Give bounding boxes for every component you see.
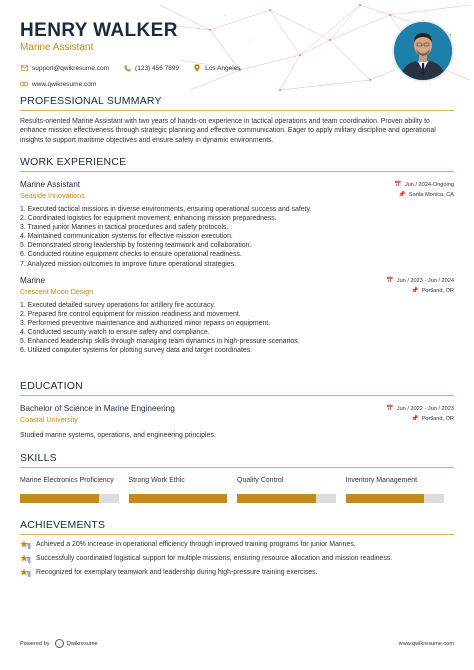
award-star-icon (20, 568, 31, 577)
education-meta (386, 404, 454, 424)
calendar-icon: 📅 (394, 182, 402, 188)
skill-bar (20, 494, 119, 503)
job-bullet: 4. Maintained communication systems for effective mission execution. (20, 233, 233, 241)
location-text: Los Angeles (205, 64, 241, 72)
job-bullet: 1. Executed detailed survey operations for artillery fire accuracy. (20, 301, 216, 309)
contact-phone[interactable] (123, 64, 179, 72)
skill-bar (129, 494, 228, 503)
skill-level-fill (20, 494, 99, 503)
candidate-name: HENRY WALKER (20, 20, 178, 41)
contact-row-2 (20, 79, 380, 89)
summary-heading: PROFESSIONAL SUMMARY (20, 95, 162, 107)
job-meta (386, 276, 454, 296)
education-heading: EDUCATION (20, 380, 83, 392)
education-location: Portland, OR (421, 416, 454, 422)
achievement-item (20, 568, 454, 577)
page-footer (20, 639, 454, 648)
skill-item (346, 476, 445, 503)
achievement-item (20, 540, 454, 549)
job-bullet: 1. Executed tactical missions in diverse environments, ensuring operational success and safety. (20, 206, 312, 213)
skill-level-fill (346, 494, 425, 503)
candidate-title: Marine Assistant (20, 42, 94, 53)
mail-icon (20, 64, 28, 72)
calendar-icon: 📅 (386, 406, 394, 412)
job-bullet: 2. Prepared fire control equipment for mission readiness and movement. (20, 310, 241, 318)
location-pin-icon (193, 64, 201, 72)
job-title: Marine Assistant (20, 180, 81, 189)
job-bullets (20, 205, 454, 269)
job-bullet: 6. Utilized computer systems for plotting survey data and target coordinates. (20, 347, 253, 355)
job-company: Crescent Moon Design (20, 286, 94, 296)
job-dates: Jun / 2023 - Jun / 2024 (396, 277, 454, 284)
contact-row (20, 63, 380, 73)
skill-bar (346, 494, 445, 503)
experience-heading: WORK EXPERIENCE (20, 156, 127, 168)
skill-item (237, 476, 336, 503)
job-location: Portland, OR (421, 287, 454, 294)
education-description: Studied marine systems, operations, and engineering principles. (20, 432, 216, 439)
job-bullet: 3. Performed preventive maintenance and authorized minor repairs on equipment. (20, 319, 271, 327)
achievement-text: Successfully coordinated logistical support for multiple missions, ensuring resource allocation and mission readiness. (36, 555, 393, 562)
email-text: support@qwikresume.com (32, 64, 110, 72)
summary-section (20, 95, 454, 145)
footer-brand (20, 639, 98, 648)
achievements-heading: ACHIEVEMENTS (20, 519, 106, 531)
skill-name: Strong Work Ethic (128, 477, 185, 484)
skills-section (20, 452, 454, 503)
pin-icon: 📌 (411, 416, 419, 422)
job-company: Seaside Innovations (20, 191, 85, 200)
skills-list (20, 476, 454, 503)
education-section (20, 380, 454, 440)
achievement-text: Recognized for exemplary teamwork and leadership during high-pressure training exercises. (36, 569, 318, 576)
footer-url[interactable]: www.qwikresume.com (398, 640, 454, 647)
achievements-list (20, 540, 454, 577)
job-title: Marine (20, 275, 46, 285)
pin-icon: 📌 (398, 192, 406, 198)
resume-header (20, 20, 380, 89)
achievement-text: Achieved a 20% increase in operational efficiency through improved training programs for junior Marines. (36, 541, 356, 548)
phone-text: (123) 456 7899 (135, 64, 180, 72)
job-bullets (20, 301, 454, 356)
job-bullet: 2. Coordinated logistics for equipment movement, enhancing mission preparedness. (20, 215, 277, 223)
skill-item (20, 476, 119, 503)
award-star-icon (20, 540, 31, 549)
skill-name: Marine Electronics Proficiency (20, 477, 114, 484)
calendar-icon: 📅 (386, 277, 394, 284)
skill-item (129, 476, 228, 503)
job-bullet: 5. Demonstrated strong leadership by fostering teamwork and collaboration. (20, 242, 252, 250)
job-entry (20, 180, 454, 269)
skill-name: Quality Control (237, 477, 284, 484)
contact-email[interactable] (20, 64, 109, 72)
job-bullet: 7. Analyzed mission outcomes to improve future operational strategies. (20, 260, 237, 268)
job-entry (20, 276, 454, 356)
degree-title: Bachelor of Science in Marine Engineering (20, 404, 175, 413)
phone-icon (123, 64, 131, 72)
qwikresume-logo-icon (55, 639, 64, 648)
award-star-icon (20, 554, 31, 563)
section-divider (20, 534, 454, 535)
job-bullet: 5. Enhanced leadership skills through managing team dynamics in high-pressure scenarios. (20, 338, 300, 346)
profile-photo (392, 20, 454, 82)
skill-name: Inventory Management (345, 477, 418, 484)
job-bullet: 6. Conducted routine equipment checks to ensure operational readiness. (20, 251, 242, 259)
job-location: Santa Monica, CA (408, 192, 454, 198)
section-divider (20, 110, 454, 111)
skill-level-fill (129, 494, 228, 503)
job-meta (394, 180, 454, 200)
skill-bar (237, 494, 336, 503)
experience-section (20, 156, 454, 355)
achievement-item (20, 554, 454, 563)
contact-website[interactable] (20, 80, 96, 88)
link-icon (20, 80, 28, 88)
skill-level-fill (237, 494, 316, 503)
education-entry (20, 404, 454, 440)
job-bullet: 3. Trained junior Marines in tactical procedures and safety protocols. (20, 224, 229, 232)
summary-text: Results-oriented Marine Assistant with two years of hands-on experience in tactical operations and team coordination. Proven ability to enhance mission effectiveness through strategic planning and effective communication. Eager to apply military discipline and operational insights to support maritime objectives and ensure safety in dynamic environments. (20, 118, 436, 144)
brand-name[interactable]: Qwikresume (66, 640, 98, 647)
skills-heading: SKILLS (20, 452, 57, 464)
contact-location (193, 64, 240, 72)
achievements-section (20, 519, 454, 577)
school-name: Coastal University (20, 415, 78, 424)
website-text: www.qwikresume.com (32, 80, 97, 88)
section-divider (20, 171, 454, 172)
job-dates: Jun / 2024-Ongoing (404, 182, 454, 188)
section-divider (20, 467, 454, 468)
job-bullet: 4. Conducted security watch to ensure safety and compliance. (20, 328, 210, 336)
section-divider (20, 395, 454, 396)
pin-icon: 📌 (411, 287, 419, 294)
powered-by-text: Powered by (20, 640, 50, 647)
education-dates: Jun / 2022 - Jun / 2023 (396, 406, 454, 412)
